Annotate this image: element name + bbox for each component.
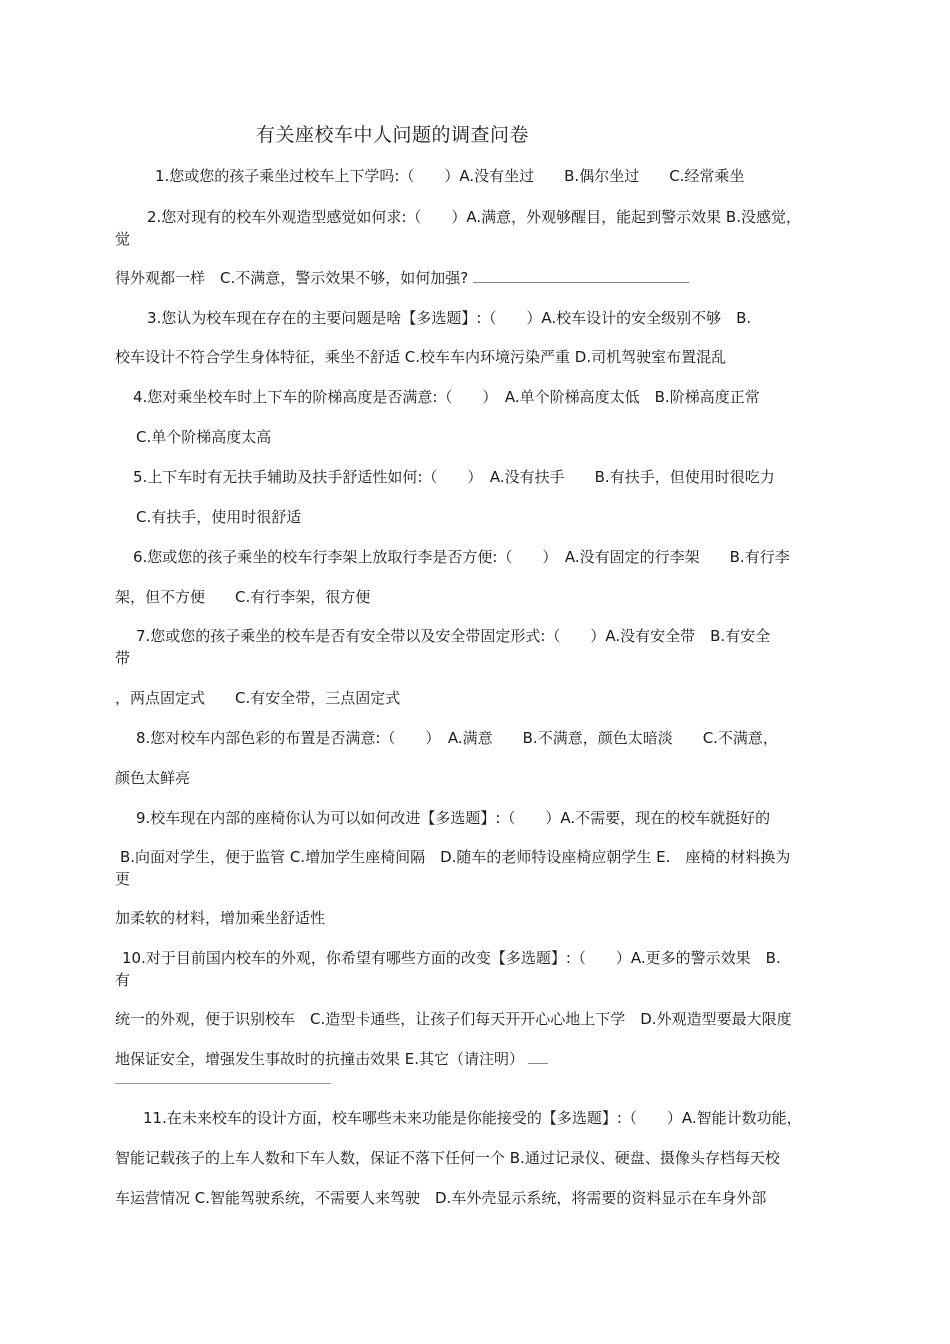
question-7-wrap	[115, 648, 130, 668]
answer-blank	[528, 1049, 548, 1064]
text: B.向面对学生，便于监管 C.增加学生座椅间隔 D.随车的老师特设座椅应朝学生 E. 座椅的材料换为	[120, 848, 791, 866]
text: 带	[115, 649, 131, 667]
text: 架，但不方便 C.有行李架，很方便	[115, 588, 371, 606]
text: 10.对于目前国内校车的外观，你希望有哪些方面的改变【多选题】:（ ）A.更多的警示效果 B.	[122, 949, 781, 967]
question-5-options	[136, 507, 301, 527]
question-6-options	[115, 587, 370, 607]
text: 加柔软的材料，增加乘坐舒适性	[115, 909, 326, 927]
question-2-wrap	[115, 229, 130, 249]
question-9-options-2	[115, 908, 325, 928]
question-7-options	[115, 688, 400, 708]
text: 觉	[115, 230, 131, 248]
text: 地保证安全，增强发生事故时的抗撞击效果 E.其它（请注明）	[115, 1050, 525, 1068]
question-5-line	[133, 467, 775, 487]
text: 7.您或您的孩子乘坐的校车是否有安全带以及安全带固定形式:（ ）A.没有安全带 B.有安全	[136, 627, 771, 645]
document-title: 有关座校车中人问题的调查问卷	[256, 124, 530, 146]
text: C.单个阶梯高度太高	[136, 428, 272, 446]
question-8-line	[136, 728, 778, 748]
question-11-line	[143, 1108, 802, 1128]
answer-blank-rule	[115, 1083, 331, 1084]
question-11-options-2	[115, 1188, 766, 1208]
text: 智能记载孩子的上车人数和下车人数，保证不落下任何一个 B.通过记录仪、硬盘、摄像头存档每天校	[115, 1149, 780, 1167]
text: 有	[115, 971, 131, 989]
text: 校车设计不符合学生身体特征，乘坐不舒适 C.校车车内环境污染严重 D.司机驾驶室布置混乱	[115, 348, 727, 366]
question-10-options	[115, 1009, 792, 1029]
text: ，两点固定式 C.有安全带，三点固定式	[115, 689, 401, 707]
question-8-options	[115, 768, 190, 788]
question-7-line	[136, 626, 770, 646]
question-11-options	[115, 1148, 780, 1168]
text: 统一的外观，便于识别校车 C.造型卡通些，让孩子们每天开开心心地上下学 D.外观造型要最大限度	[115, 1010, 792, 1028]
answer-blank	[473, 268, 689, 283]
question-3-line	[147, 308, 751, 328]
question-4-line	[133, 387, 760, 407]
text: 6.您或您的孩子乘坐的校车行李架上放取行李是否方便:（ ） A.没有固定的行李架 B.有行李	[133, 548, 790, 566]
question-6-line	[133, 547, 790, 567]
question-1-line	[155, 166, 744, 186]
question-9-wrap	[115, 869, 130, 889]
text: 1.您或您的孩子乘坐过校车上下学吗:（ ）A.没有坐过 B.偶尔坐过 C.经常乘坐	[155, 167, 745, 185]
question-4-options	[136, 427, 271, 447]
question-9-options	[120, 847, 790, 867]
text: C.有扶手，使用时很舒适	[136, 508, 302, 526]
question-10-line	[122, 948, 781, 968]
text: 4.您对乘坐校车时上下车的阶梯高度是否满意:（ ） A.单个阶梯高度太低 B.阶梯高度正常	[133, 388, 760, 406]
text: 更	[115, 870, 131, 888]
question-10-wrap	[115, 970, 130, 990]
text: 9.校车现在内部的座椅你认为可以如何改进【多选题】:（ ）A.不需要，现在的校车就挺好的	[136, 809, 771, 827]
question-9-line	[136, 808, 770, 828]
question-2-options	[115, 268, 689, 288]
question-10-options-2	[115, 1049, 548, 1069]
text: 8.您对校车内部色彩的布置是否满意:（ ） A.满意 B.不满意，颜色太暗淡 C.不满意，	[136, 729, 778, 747]
question-2-line	[147, 207, 801, 227]
text: 3.您认为校车现在存在的主要问题是啥【多选题】:（ ）A.校车设计的安全级别不够 B.	[147, 309, 752, 327]
question-3-options	[115, 347, 726, 367]
text: 11.在未来校车的设计方面，校车哪些未来功能是你能接受的【多选题】:（ ）A.智能计数功能，	[143, 1109, 802, 1127]
text: 车运营情况 C.智能驾驶系统，不需要人来驾驶 D.车外壳显示系统，将需要的资料显示在车身外部	[115, 1189, 767, 1207]
text: 颜色太鲜亮	[115, 769, 191, 787]
text: 得外观都一样 C.不满意，警示效果不够，如何加强?	[115, 269, 469, 287]
text: 2.您对现有的校车外观造型感觉如何求:（ ）A.满意，外观够醒目，能起到警示效果 B.没感觉，	[147, 208, 801, 226]
text: 5.上下车时有无扶手辅助及扶手舒适性如何:（ ） A.没有扶手 B.有扶手，但使用时很吃力	[133, 468, 775, 486]
